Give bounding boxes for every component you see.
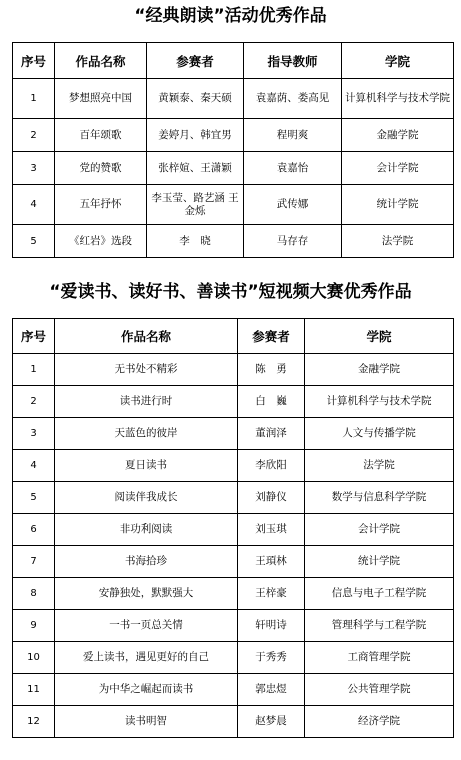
- cell-college: 统计学院: [342, 185, 454, 225]
- video-works-table: [12, 318, 454, 738]
- cell-no: 1: [13, 79, 55, 119]
- cell-no: 3: [13, 418, 55, 450]
- cell-advisor: 武传娜: [244, 185, 342, 225]
- cell-no: 5: [13, 482, 55, 514]
- cell-advisor: 袁嘉荫、娄高见: [244, 79, 342, 119]
- cell-work: 无书处不精彩: [55, 354, 238, 386]
- table-row: [13, 354, 454, 386]
- cell-college: 会计学院: [305, 514, 454, 546]
- table-row: [13, 119, 454, 152]
- cell-no: 3: [13, 152, 55, 185]
- cell-no: 2: [13, 386, 55, 418]
- cell-participants: 姜婷月、韩宜男: [147, 119, 244, 152]
- cell-participant: 刘静仪: [238, 482, 305, 514]
- cell-work: 五年抒怀: [55, 185, 147, 225]
- cell-work: 为中华之崛起而读书: [55, 674, 238, 706]
- cell-participant: 白 巍: [238, 386, 305, 418]
- cell-college: 统计学院: [305, 546, 454, 578]
- cell-college: 会计学院: [342, 152, 454, 185]
- table-header-row: [13, 43, 454, 79]
- cell-participant: 陈 勇: [238, 354, 305, 386]
- cell-college: 法学院: [342, 225, 454, 258]
- header-work: 作品名称: [55, 43, 147, 79]
- cell-participants: 张梓媗、王潇颖: [147, 152, 244, 185]
- cell-work: 安静独处，默默强大: [55, 578, 238, 610]
- cell-work: 读书进行时: [55, 386, 238, 418]
- cell-participant: 赵梦晨: [238, 706, 305, 738]
- cell-work: 天蓝色的彼岸: [55, 418, 238, 450]
- cell-participant: 郭忠煜: [238, 674, 305, 706]
- table-row: [13, 578, 454, 610]
- cell-participant: 轩明诗: [238, 610, 305, 642]
- cell-participants: 李 晓: [147, 225, 244, 258]
- table-header-row: [13, 319, 454, 354]
- header-participant: 参赛者: [238, 319, 305, 354]
- table-row: [13, 185, 454, 225]
- cell-participant: 刘玉琪: [238, 514, 305, 546]
- cell-no: 11: [13, 674, 55, 706]
- header-no: 序号: [13, 43, 55, 79]
- cell-work: 百年颂歌: [55, 119, 147, 152]
- cell-work: 非功利阅读: [55, 514, 238, 546]
- reading-works-table: [12, 42, 454, 258]
- table-row: [13, 482, 454, 514]
- cell-work: 爱上读书，遇见更好的自己: [55, 642, 238, 674]
- header-work: 作品名称: [55, 319, 238, 354]
- cell-college: 数学与信息科学学院: [305, 482, 454, 514]
- header-college: 学院: [305, 319, 454, 354]
- cell-work: 一书一页总关情: [55, 610, 238, 642]
- header-no: 序号: [13, 319, 55, 354]
- cell-no: 4: [13, 450, 55, 482]
- cell-college: 公共管理学院: [305, 674, 454, 706]
- header-participants: 参赛者: [147, 43, 244, 79]
- section1-title: “经典朗读”活动优秀作品: [134, 6, 327, 26]
- cell-work: 夏日读书: [55, 450, 238, 482]
- cell-advisor: 马存存: [244, 225, 342, 258]
- cell-participant: 董润泽: [238, 418, 305, 450]
- cell-work: 《红岩》选段: [55, 225, 147, 258]
- cell-college: 金融学院: [342, 119, 454, 152]
- cell-participants: 李玉莹、路艺涵 王金烁: [147, 185, 244, 225]
- cell-work: 读书明智: [55, 706, 238, 738]
- header-advisor: 指导教师: [244, 43, 342, 79]
- table-row: [13, 225, 454, 258]
- cell-college: 经济学院: [305, 706, 454, 738]
- table-row: [13, 79, 454, 119]
- cell-no: 4: [13, 185, 55, 225]
- table-row: [13, 610, 454, 642]
- cell-no: 8: [13, 578, 55, 610]
- table-row: [13, 152, 454, 185]
- cell-work: 书海拾珍: [55, 546, 238, 578]
- cell-no: 10: [13, 642, 55, 674]
- cell-participant: 王梓豪: [238, 578, 305, 610]
- cell-no: 5: [13, 225, 55, 258]
- cell-no: 2: [13, 119, 55, 152]
- table-row: [13, 642, 454, 674]
- table-row: [13, 514, 454, 546]
- cell-no: 1: [13, 354, 55, 386]
- cell-college: 法学院: [305, 450, 454, 482]
- cell-college: 信息与电子工程学院: [305, 578, 454, 610]
- table-row: [13, 706, 454, 738]
- cell-participants: 黄颖泰、秦天硕: [147, 79, 244, 119]
- cell-college: 管理科学与工程学院: [305, 610, 454, 642]
- cell-work: 党的赞歌: [55, 152, 147, 185]
- table-row: [13, 418, 454, 450]
- cell-college: 计算机科学与技术学院: [305, 386, 454, 418]
- section2-title: “爱读书、读好书、善读书”短视频大赛优秀作品: [49, 282, 412, 302]
- cell-advisor: 程明爽: [244, 119, 342, 152]
- cell-participant: 于秀秀: [238, 642, 305, 674]
- table-row: [13, 386, 454, 418]
- table-row: [13, 674, 454, 706]
- cell-college: 工商管理学院: [305, 642, 454, 674]
- header-college: 学院: [342, 43, 454, 79]
- cell-college: 计算机科学与技术学院: [342, 79, 454, 119]
- cell-participant: 李欣阳: [238, 450, 305, 482]
- cell-college: 人文与传播学院: [305, 418, 454, 450]
- table-row: [13, 546, 454, 578]
- cell-no: 6: [13, 514, 55, 546]
- cell-college: 金融学院: [305, 354, 454, 386]
- cell-advisor: 袁嘉怡: [244, 152, 342, 185]
- cell-no: 9: [13, 610, 55, 642]
- table-row: [13, 450, 454, 482]
- cell-work: 梦想照亮中国: [55, 79, 147, 119]
- cell-work: 阅读伴我成长: [55, 482, 238, 514]
- cell-participant: 王頊林: [238, 546, 305, 578]
- cell-no: 7: [13, 546, 55, 578]
- cell-no: 12: [13, 706, 55, 738]
